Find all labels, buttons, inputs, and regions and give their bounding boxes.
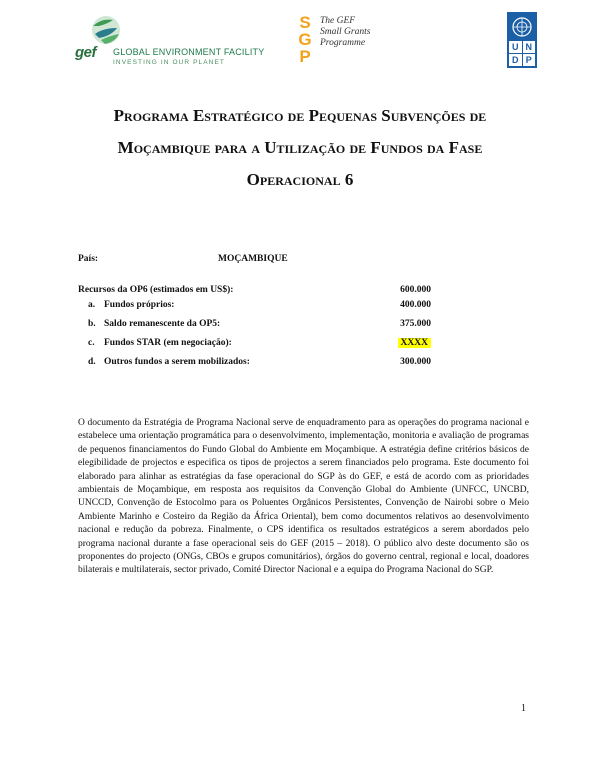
sgp-letter: S [299,13,311,32]
undp-letter: P [523,54,536,66]
gef-name: GLOBAL ENVIRONMENT FACILITY [113,47,265,57]
country-label: País: [78,254,99,264]
resources-label: Recursos da OP6 (estimados em US$): [78,285,234,295]
sgp-letter: G [298,30,312,49]
gef-wordmark: gef [75,44,96,61]
undp-letter: D [509,54,522,66]
sgp-name [320,16,380,49]
fund-index: d. [88,357,96,367]
fund-label: Fundos STAR (em negociação): [104,338,232,348]
undp-letters [509,41,535,66]
undp-letter: U [509,41,522,53]
sgp-line: Programme [320,38,366,48]
fund-index: a. [88,300,96,310]
sgp-letters [292,14,318,70]
sgp-logo [292,14,382,70]
gef-logo [75,14,265,64]
sgp-line: Small Grants [320,27,371,37]
undp-logo [507,12,537,68]
sgp-letter: P [299,47,311,66]
fund-index: c. [88,338,95,348]
un-emblem-icon [511,16,533,38]
fund-value: 400.000 [400,300,431,310]
document-title: Programa Estratégico de Pequenas Subvenções de Moçambique para a Utilização de Fundos da Fase Operacional 6 [113,106,487,189]
country-row [78,254,518,268]
fund-value: 375.000 [400,319,431,329]
resources-value: 600.000 [400,285,431,295]
fund-value: 300.000 [400,357,431,367]
fund-label: Outros fundos a serem mobilizados: [104,357,250,367]
fund-row [78,338,518,352]
strategy-paragraph: O documento da Estratégia de Programa Nacional serve de enquadramento para as operações do programa nacional e estabelece uma orientação programática para o desenvolvimento, implementação, monitoria e avaliação de programas de pequenos financiamentos do Fundo Global do Ambiente em Moçambique. A estratégia define critérios básicos de elegibilidade de projectos e especifica os tipos de projectos a serem financiados pelo programa. Este documento foi elaborado para alinhar as estratégias da fase operacional do SGP às do GEF, e está de acordo com as prioridades ambientais de Moçambique, em resposta aos requisitos da Convenção Global do Ambiente (UNFCC, UNCBD, UNCCD, Convenção de Estocolmo para os Poluentes Orgânicos Persistentes, Convenção de Nairobi sobre o Meio Ambiente Marinho e Costeiro da Região da África Oriental), bem como documentos relativos ao desenvolvimento nacional e redução da pobreza. Finalmente, o CPS identifica os resultados estratégicos a serem abordados pelo programa nacional durante a fase operacional seis do GEF (2015 – 2018). O público alvo deste documento são os proponentes do projecto (ONGs, CBOs e grupos comunitários), órgãos do governo central, regional e local, doadores bilaterais e multilaterais, sector privado, Comité Director Nacional e a equipa do Programa Nacional do SGP. [78,418,529,576]
fund-row [78,357,518,371]
gef-tagline: INVESTING IN OUR PLANET [113,59,225,66]
fund-index: b. [88,319,96,329]
fund-label: Fundos próprios: [104,300,175,310]
resources-row [78,285,518,299]
fund-value-highlighted: XXXX [398,338,431,348]
fund-row [78,319,518,333]
country-value: MOÇAMBIQUE [218,254,288,264]
fund-label: Saldo remanescente da OP5: [104,319,221,329]
sgp-line: The GEF [320,16,356,26]
gef-globe-icon [89,14,123,46]
fund-row [78,300,518,314]
undp-letter: N [523,41,536,53]
page-number: 1 [521,703,526,714]
